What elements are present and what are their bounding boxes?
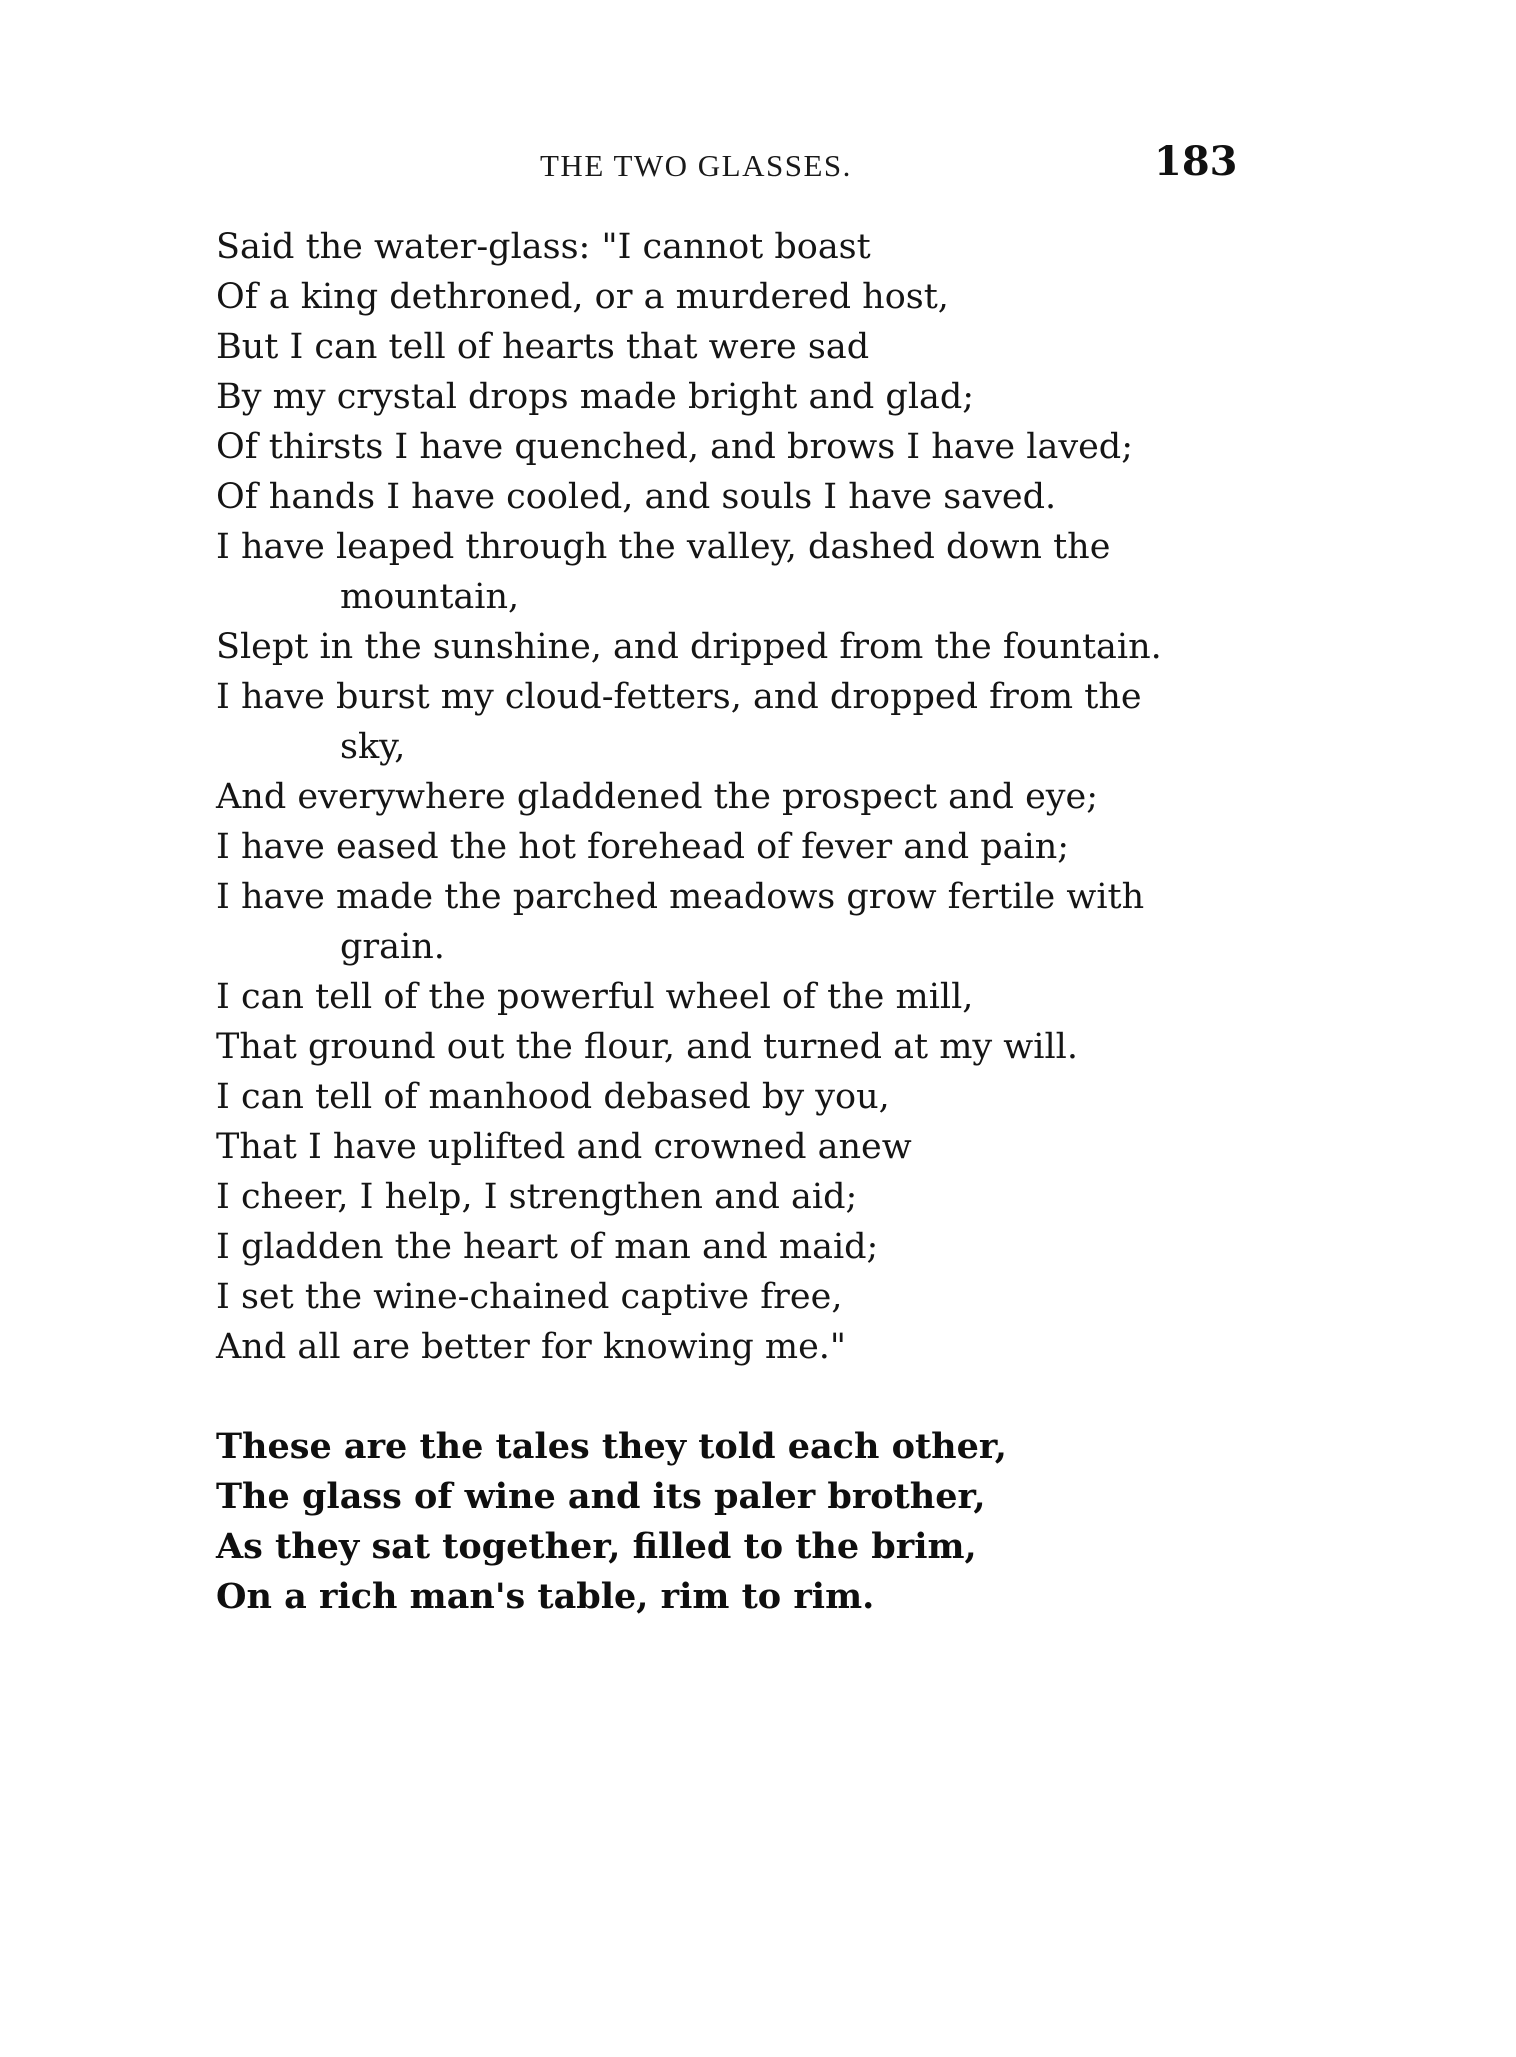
poem-line: But I can tell of hearts that were sad xyxy=(216,327,870,367)
poem-line: I gladden the heart of man and maid; xyxy=(216,1227,879,1267)
poem-line: I set the wine-chained captive free, xyxy=(216,1277,843,1317)
poem-line: That I have uplifted and crowned anew xyxy=(216,1127,912,1167)
stanza-2 xyxy=(216,1422,1216,1622)
poem-line: Slept in the sunshine, and dripped from the fountain. xyxy=(216,627,1162,667)
page-number: 183 xyxy=(1154,138,1238,185)
poem-line: Of thirsts I have quenched, and brows I have laved; xyxy=(216,427,1134,467)
poem-body xyxy=(216,222,1216,1622)
poem-line: And everywhere gladdened the prospect and eye; xyxy=(216,777,1099,817)
poem-line: Of a king dethroned, or a murdered host, xyxy=(216,277,949,317)
poem-line: These are the tales they told each other, xyxy=(216,1426,1007,1467)
poem-line: I have made the parched meadows grow fertile with xyxy=(216,877,1145,917)
poem-line: Said the water-glass: "I cannot boast xyxy=(216,227,871,267)
poem-line: And all are better for knowing me." xyxy=(216,1327,847,1367)
poem-line: By my crystal drops made bright and glad; xyxy=(216,377,975,417)
poem-line-continuation: sky, xyxy=(340,727,406,767)
poem-line-continuation: mountain, xyxy=(340,577,520,617)
poem-line: Of hands I have cooled, and souls I have saved. xyxy=(216,477,1057,517)
poem-line: I have eased the hot forehead of fever and pain; xyxy=(216,827,1070,867)
poem-line: I can tell of the powerful wheel of the mill, xyxy=(216,977,974,1017)
poem-line: I have leaped through the valley, dashed down the xyxy=(216,527,1111,567)
poem-line: That ground out the flour, and turned at my will. xyxy=(216,1027,1078,1067)
poem-line: I can tell of manhood debased by you, xyxy=(216,1077,890,1117)
running-head-title: THE TWO GLASSES. xyxy=(540,148,852,183)
stanza-1 xyxy=(216,222,1216,1372)
poem-line-continuation: grain. xyxy=(340,927,445,967)
poem-line: I have burst my cloud-fetters, and dropped from the xyxy=(216,677,1142,717)
poem-line: As they sat together, filled to the brim, xyxy=(216,1526,977,1567)
poem-line: I cheer, I help, I strengthen and aid; xyxy=(216,1177,858,1217)
poem-line: The glass of wine and its paler brother, xyxy=(216,1476,986,1517)
poem-line: On a rich man's table, rim to rim. xyxy=(216,1576,875,1617)
